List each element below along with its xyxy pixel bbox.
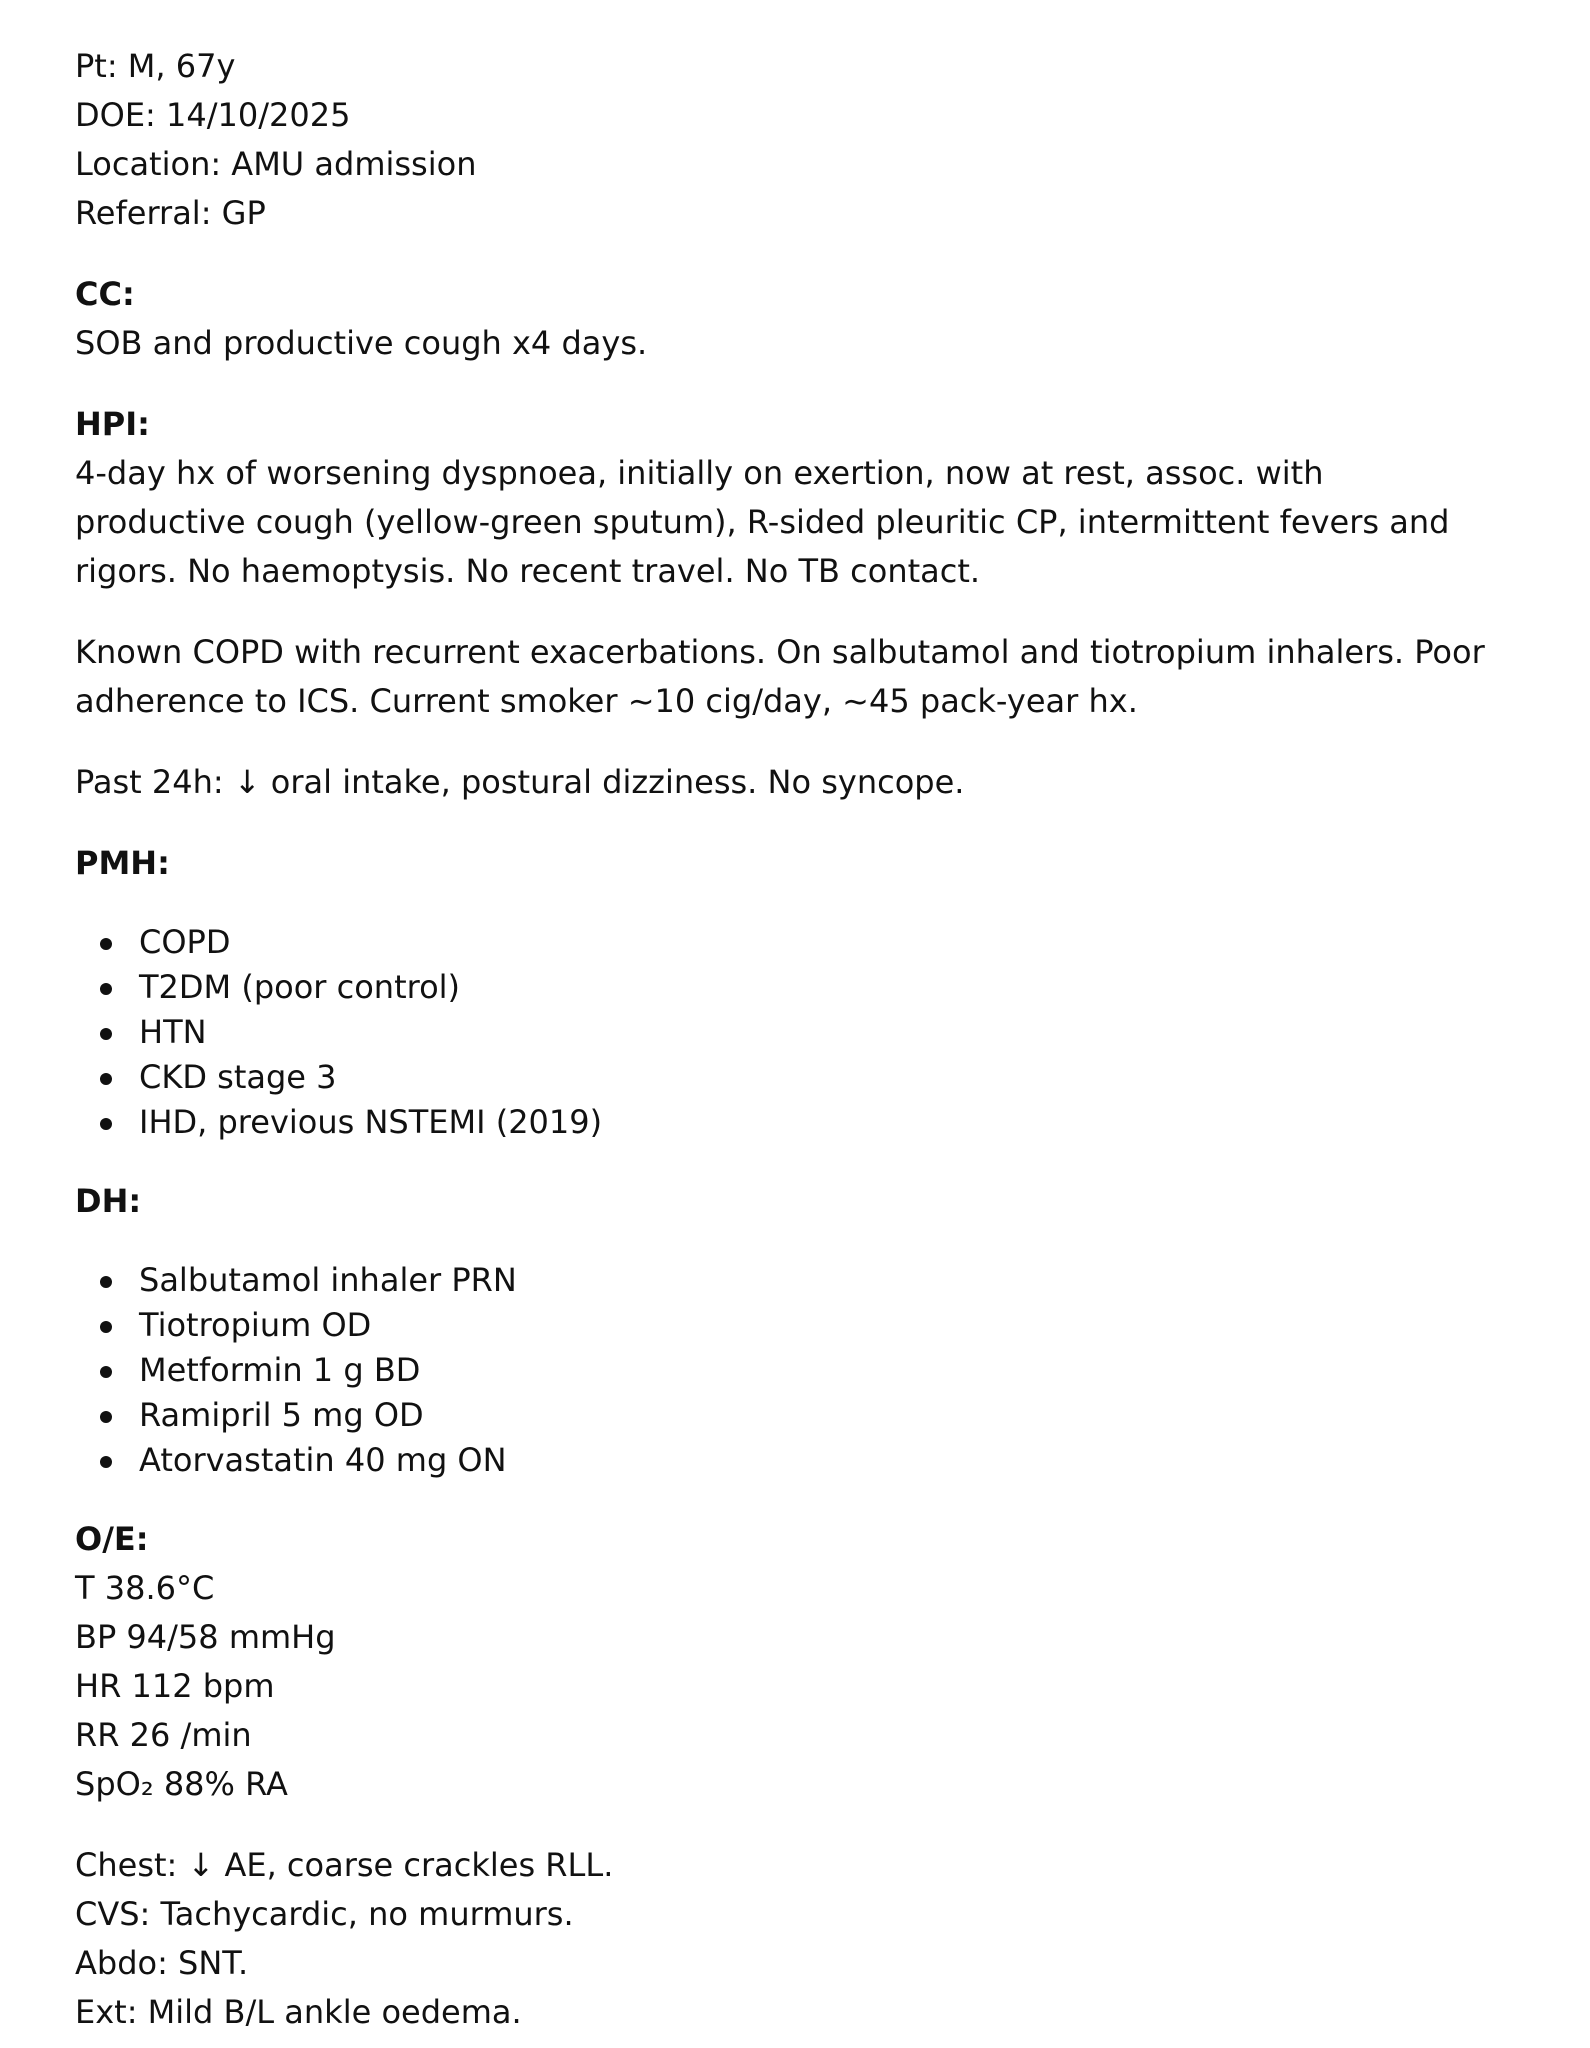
vital-heart-rate: HR 112 bpm xyxy=(75,1667,275,1705)
date-of-exam: DOE: 14/10/2025 xyxy=(75,96,351,134)
list-item: COPD xyxy=(75,920,1555,965)
list-item: IHD, previous NSTEMI (2019) xyxy=(75,1100,1555,1145)
hpi-paragraph-2: Known COPD with recurrent exacerbations. On salbutamol and tiotropium inhalers. Poor adherence to ICS. Current smoker ~10 cig/day, ~45 pack-year hx. xyxy=(75,633,1485,720)
patient-info: Pt: M, 67y xyxy=(75,47,236,85)
vital-resp-rate: RR 26 /min xyxy=(75,1716,252,1754)
list-item: Tiotropium OD xyxy=(75,1303,1555,1348)
cc-heading: CC: xyxy=(75,275,135,313)
referral: Referral: GP xyxy=(75,194,266,232)
bullet-icon xyxy=(100,1411,112,1423)
location: Location: AMU admission xyxy=(75,145,477,183)
bullet-icon xyxy=(100,1276,112,1288)
list-item: Salbutamol inhaler PRN xyxy=(75,1258,1555,1303)
hpi-paragraph-3: Past 24h: ↓ oral intake, postural dizziness. No syncope. xyxy=(75,763,965,801)
clinical-note xyxy=(75,42,1555,2037)
vital-blood-pressure: BP 94/58 mmHg xyxy=(75,1618,336,1656)
bullet-icon xyxy=(100,1118,112,1130)
bullet-icon xyxy=(100,983,112,995)
oe-heading: O/E: xyxy=(75,1520,149,1558)
bullet-icon xyxy=(100,1073,112,1085)
list-item: Atorvastatin 40 mg ON xyxy=(75,1438,1555,1483)
exam-cvs: CVS: Tachycardic, no murmurs. xyxy=(75,1895,574,1933)
dh-list xyxy=(75,1258,1555,1483)
exam-chest: Chest: ↓ AE, coarse crackles RLL. xyxy=(75,1846,614,1884)
patient-header xyxy=(75,42,1555,238)
bullet-icon xyxy=(100,1366,112,1378)
pmh-list xyxy=(75,920,1555,1145)
dh-section xyxy=(75,1177,1555,1483)
hpi-heading: HPI: xyxy=(75,405,150,443)
cc-text: SOB and productive cough x4 days. xyxy=(75,324,648,362)
pmh-section xyxy=(75,839,1555,1145)
list-item: T2DM (poor control) xyxy=(75,965,1555,1010)
list-item: Ramipril 5 mg OD xyxy=(75,1393,1555,1438)
list-item: CKD stage 3 xyxy=(75,1055,1555,1100)
list-item: HTN xyxy=(75,1010,1555,1055)
vital-spo2: SpO₂ 88% RA xyxy=(75,1765,288,1803)
exam-abdo: Abdo: SNT. xyxy=(75,1944,249,1982)
bullet-icon xyxy=(100,1028,112,1040)
list-item: Metformin 1 g BD xyxy=(75,1348,1555,1393)
bullet-icon xyxy=(100,938,112,950)
bullet-icon xyxy=(100,1321,112,1333)
cc-section xyxy=(75,270,1555,368)
dh-heading: DH: xyxy=(75,1182,142,1220)
hpi-paragraph-1: 4-day hx of worsening dyspnoea, initially on exertion, now at rest, assoc. with productive cough (yellow-green sputum), R-sided pleuritic CP, intermittent fevers and rigors. No haemoptysis. No recent travel. No TB contact. xyxy=(75,454,1450,590)
hpi-section xyxy=(75,400,1555,807)
pmh-heading: PMH: xyxy=(75,844,170,882)
bullet-icon xyxy=(100,1456,112,1468)
oe-section xyxy=(75,1515,1555,2037)
exam-ext: Ext: Mild B/L ankle oedema. xyxy=(75,1993,522,2031)
vital-temperature: T 38.6°C xyxy=(75,1569,215,1607)
